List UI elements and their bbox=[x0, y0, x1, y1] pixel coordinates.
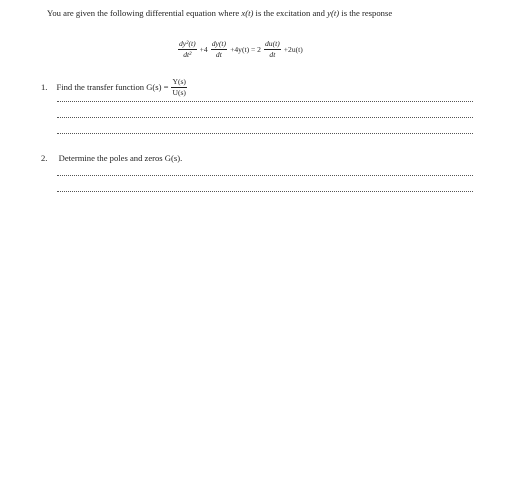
term1-numerator: dy²(t) bbox=[179, 39, 196, 48]
term3-denominator: dt bbox=[269, 49, 276, 59]
transfer-function-fraction bbox=[171, 78, 187, 97]
var-x: x(t) bbox=[241, 8, 254, 18]
input-derivative-term bbox=[264, 40, 281, 59]
operator-plus-4: +4 bbox=[199, 44, 208, 54]
answer-line-q2-1 bbox=[57, 175, 473, 176]
transfer-function-numerator: Y(s) bbox=[172, 77, 186, 86]
intro-text-b: is the excitation and bbox=[253, 8, 328, 18]
term3-numerator: du(t) bbox=[264, 39, 280, 48]
answer-line-q2-2 bbox=[57, 191, 473, 192]
equation-middle: +4y(t) = 2 bbox=[230, 44, 261, 54]
answer-line-q1-2 bbox=[57, 117, 473, 118]
equation-tail: +2u(t) bbox=[283, 44, 303, 54]
question-1-number: 1. bbox=[41, 82, 48, 93]
term2-denominator: dt bbox=[215, 49, 222, 59]
intro-text-a: You are given the following differential equation where bbox=[47, 8, 242, 18]
answer-line-q1-3 bbox=[57, 133, 473, 134]
first-derivative-term bbox=[211, 40, 227, 59]
differential-equation bbox=[177, 40, 305, 59]
var-y: y(t) bbox=[327, 8, 340, 18]
term2-numerator: dy(t) bbox=[211, 39, 227, 48]
question-2-number: 2. bbox=[41, 153, 48, 163]
term1-denominator: dt² bbox=[183, 49, 192, 59]
question-2 bbox=[41, 153, 182, 163]
question-2-text: Determine the poles and zeros G(s). bbox=[58, 153, 183, 163]
second-derivative-term bbox=[178, 40, 197, 59]
transfer-function-denominator: U(s) bbox=[172, 87, 186, 97]
problem-statement bbox=[47, 8, 392, 18]
answer-line-q1-1 bbox=[57, 101, 473, 102]
question-1 bbox=[41, 78, 188, 97]
intro-text-c: is the response bbox=[339, 8, 393, 18]
question-1-text: Find the transfer function G(s) = bbox=[56, 82, 169, 93]
